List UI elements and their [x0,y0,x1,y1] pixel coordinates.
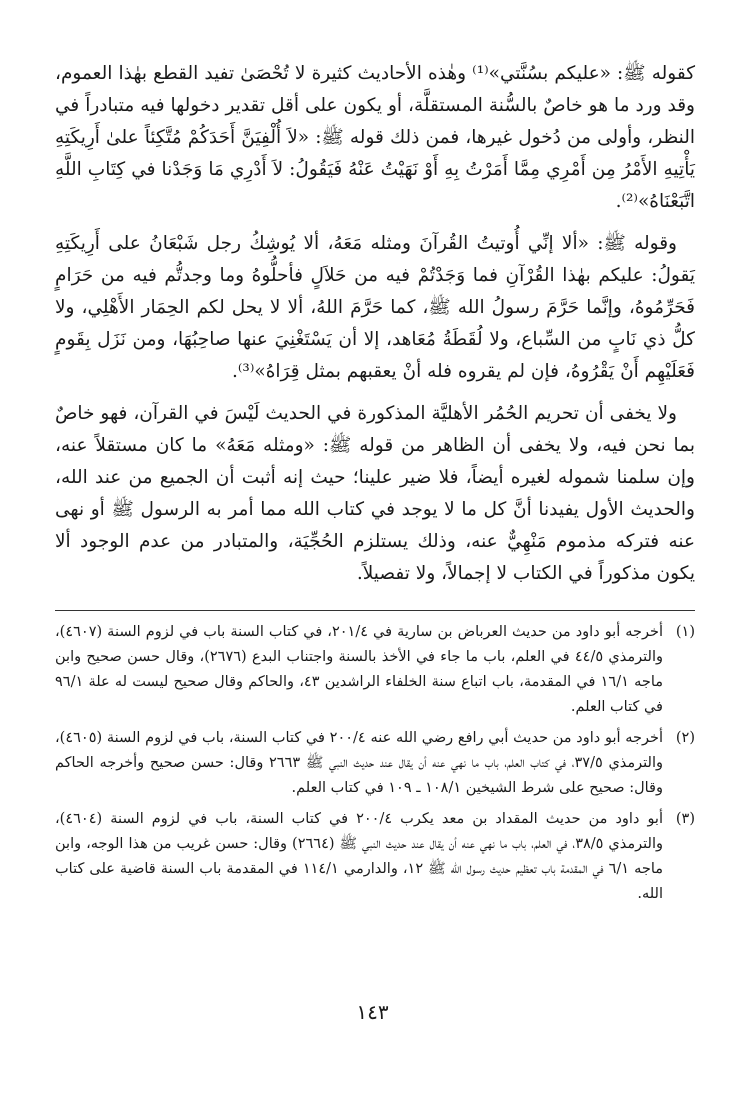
footnote-text: أخرجه أبو داود من حديث أبي رافع رضي الله عنه ٢٠٠/٤ في كتاب السنة، باب في لزوم السنة (٤٦٠٥)، والترمذي ٣٧/٥، في كتاب العلم، باب ما نهي عنه أن يقال عند حديث النبي ﷺ ٢٦٦٣ وقال: حسن صحيح وأخرجه الحاكم وقال: صحيح على شرط الشيخين ١٠٨/١ ـ ١٠٩ في كتاب العلم. [55,730,664,796]
footnote-text: أخرجه أبو داود من حديث العرباض بن سارية في ٢٠١/٤، في كتاب السنة باب في لزوم السنة (٤٦٠٧)، والترمذي ٤٤/٥ في العلم، باب ما جاء في الأخذ بالسنة واجتناب البدع (٢٦٧٦)، وقال حسن صحيح وابن ماجه ١٦/١ في المقدمة، باب اتباع سنة الخلفاء الراشدين ٤٣، والحاكم وقال صحيح ليست له علة ٩٦/١ في كتاب العلم. [55,624,664,715]
footnote-3 [55,807,695,907]
footnotes [55,620,695,913]
footnote-divider [55,610,695,611]
paragraph-2: وقوله ﷺ: «ألا إنِّي أُوتيتُ القُرآنَ ومثله مَعَهُ، ألا يُوشِكُ رجل شَبْعَانُ على أَرِيكَتِهِ يَقولُ: عليكم بهٰذا القُرْآنِ فما وَجَدْتُمْ فيه من حَلاَلٍ فأحلُّوهُ وما وجدتُّم فيه من حَرَامٍ فَحَرِّمُوهُ، وإنَّما حَرَّمَ رسولُ الله ﷺ، كما حَرَّمَ اللهُ، ألا لا يحل لكم الحِمَار الأَهْلِي، ولا كلُّ ذي نَابٍ من السِّباع، ولا لُقَطَةُ مُعَاهد، إلا أن يَسْتَغْنِيَ عنها صاحِبُهَا، ومن نَزَل بِقَومٍ فَعَلَيْهِم أَنْ يَقْرُوهُ، فإن لم يقروه فله أنْ يعقبهم بمثل قِرَاهُ»⁽³⁾. [55,233,695,382]
footnote-2 [55,726,695,801]
paragraph-1: كقوله ﷺ: «عليكم بسُنَّتي»⁽¹⁾ وهٰذه الأحاديث كثيرة لا تُحْصَىٰ تفيد القطع بهٰذا العموم، وقد ورد ما هو خاصٌ بالسُّنة المستقلَّة، أو يكون على أقل تقدير دخولها فيه متبادراً في النظر، وأولى من دُخول غيرها، فمن ذلك قوله ﷺ: «لاَ أُلْفِيَنَّ أَحَدَكُمْ مُتَّكِئاً علىٰ أَرِيكَتِهِ يَأْتِيهِ الأَمْرُ مِن أَمْرِي مِمَّا أَمَرْتُ بِهِ أَوْ نَهَيْتُ عَنْهُ فَيَقُولُ: لاَ أَدْرِي مَا وَجَدْنا في كِتَابِ اللَّهِ اتَّبَعْنَاهُ»⁽²⁾. [55,63,695,212]
paragraph-3: ولا يخفى أن تحريم الحُمُر الأهليَّة المذكورة في الحديث لَيْسَ في القرآن، فهو خاصٌ بما نحن فيه، ولا يخفى أن الظاهر من قوله ﷺ: «ومثله مَعَهُ» ما كان مستقلاً عنه، وإن سلمنا شموله لغيره أيضاً، فلا ضير علينا؛ حيث إنه أثبت أن الجميع من عند الله، والحديث الأول يفيدنا أنَّ كل ما لا يوجد في كتاب الله مما أمر به الرسول ﷺ أو نهى عنه فتركه مذموم مَنْهِيٌّ عنه، وذلك يستلزم الحُجِّيَة، والمتبادر من عدم الوجود ألا يكون مذكوراً في الكتاب لا إجمالاً، ولا تفصيلاً. [55,403,695,584]
footnote-1 [55,620,695,720]
page-number: ١٤٣ [356,1000,389,1024]
footnote-number: (٣) [675,811,695,827]
footnote-text: أبو داود من حديث المقداد بن معد يكرب ٢٠٠/٤ في كتاب السنة، باب في لزوم السنة (٤٦٠٤)، والترمذي ٣٨/٥، في العلم، باب ما نهي عنه أن يقال عند حديث النبي ﷺ (٢٦٦٤) وقال: حسن غريب من هذا الوجه، وابن ماجه ٦/١ في المقدمة باب تعظيم حديث رسول الله ﷺ ١٢، والدارمي ١١٤/١ في المقدمة باب السنة قاضية على كتاب الله. [55,811,664,902]
main-text [55,58,695,600]
footnote-number: (٢) [675,730,695,746]
footnote-number: (١) [675,624,695,640]
